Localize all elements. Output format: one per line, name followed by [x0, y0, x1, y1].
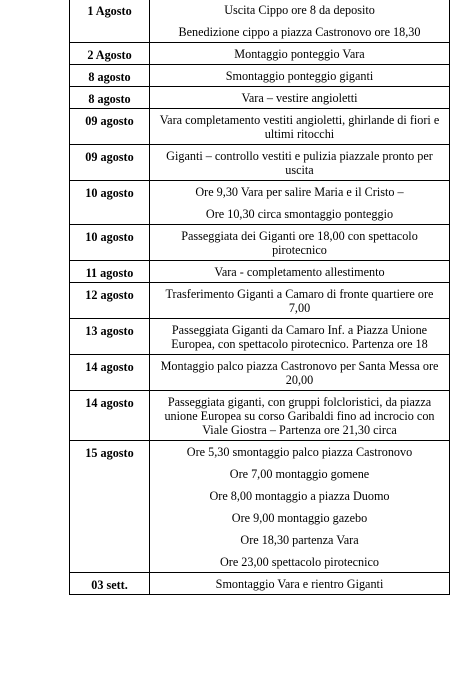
event-line: Benedizione cippo a piazza Castronovo ore 18,30	[178, 25, 421, 39]
event-line: Trasferimento Giganti a Camaro di fronte quartiere ore 7,00	[165, 287, 434, 315]
event-cell	[150, 65, 450, 87]
date-cell: 8 agosto	[70, 87, 150, 109]
date-cell: 09 agosto	[70, 145, 150, 181]
table-row	[70, 145, 450, 181]
table-row	[70, 573, 450, 595]
event-line: Passeggiata Giganti da Camaro Inf. a Piazza Unione Europea, con spettacolo pirotecnico. Partenza ore 18	[171, 323, 428, 351]
event-cell	[150, 145, 450, 181]
event-line: Smontaggio ponteggio giganti	[225, 69, 374, 83]
event-line: Ore 18,30 partenza Vara	[240, 533, 359, 547]
event-line: Vara completamento vestiti angioletti, ghirlande di fiori e ultimi ritocchi	[159, 113, 440, 141]
date-cell: 10 agosto	[70, 225, 150, 261]
event-line: Ore 10,30 circa smontaggio ponteggio	[205, 207, 394, 221]
event-cell	[150, 225, 450, 261]
event-cell	[150, 573, 450, 595]
table-row	[70, 391, 450, 441]
date-cell: 14 agosto	[70, 391, 150, 441]
date-cell: 10 agosto	[70, 181, 150, 225]
table-row	[70, 87, 450, 109]
event-line: Smontaggio Vara e rientro Giganti	[215, 577, 384, 591]
event-line: Ore 23,00 spettacolo pirotecnico	[219, 555, 380, 569]
event-cell	[150, 0, 450, 43]
event-line: Ore 8,00 montaggio a piazza Duomo	[209, 489, 390, 503]
date-cell: 09 agosto	[70, 109, 150, 145]
event-line: Passeggiata dei Giganti ore 18,00 con spettacolo pirotecnico	[181, 229, 418, 257]
date-cell: 03 sett.	[70, 573, 150, 595]
date-cell: 2 Agosto	[70, 43, 150, 65]
event-cell	[150, 355, 450, 391]
event-line: Giganti – controllo vestiti e pulizia piazzale pronto per uscita	[166, 149, 433, 177]
table-row	[70, 65, 450, 87]
schedule-body	[70, 0, 450, 595]
table-row	[70, 441, 450, 573]
event-cell	[150, 441, 450, 573]
event-cell	[150, 43, 450, 65]
event-cell	[150, 319, 450, 355]
date-cell: 15 agosto	[70, 441, 150, 573]
schedule-table	[69, 0, 450, 595]
table-row	[70, 43, 450, 65]
table-row	[70, 225, 450, 261]
table-row	[70, 355, 450, 391]
event-line: Ore 9,30 Vara per salire Maria e il Cristo –	[195, 185, 404, 199]
event-line: Ore 9,00 montaggio gazebo	[231, 511, 368, 525]
event-cell	[150, 109, 450, 145]
table-row	[70, 319, 450, 355]
event-line: Vara - completamento allestimento	[214, 265, 385, 279]
event-cell	[150, 283, 450, 319]
table-row	[70, 181, 450, 225]
date-cell: 13 agosto	[70, 319, 150, 355]
table-row	[70, 283, 450, 319]
event-line: Passeggiata giganti, con gruppi folcloristici, da piazza unione Europea su corso Garibaldi fino ad incrocio con Viale Giostra – Partenza ore 21,30 circa	[164, 395, 435, 437]
table-row	[70, 0, 450, 43]
date-cell: 14 agosto	[70, 355, 150, 391]
date-cell: 11 agosto	[70, 261, 150, 283]
event-line: Ore 7,00 montaggio gomene	[229, 467, 370, 481]
date-cell: 1 Agosto	[70, 0, 150, 43]
event-line: Ore 5,30 smontaggio palco piazza Castronovo	[186, 445, 413, 459]
date-cell: 8 agosto	[70, 65, 150, 87]
event-line: Montaggio palco piazza Castronovo per Santa Messa ore 20,00	[160, 359, 439, 387]
event-line: Uscita Cippo ore 8 da deposito	[224, 3, 375, 17]
event-cell	[150, 261, 450, 283]
event-cell	[150, 181, 450, 225]
table-row	[70, 109, 450, 145]
table-row	[70, 261, 450, 283]
event-cell	[150, 87, 450, 109]
event-cell	[150, 391, 450, 441]
event-line: Vara – vestire angioletti	[241, 91, 358, 105]
event-line: Montaggio ponteggio Vara	[234, 47, 365, 61]
date-cell: 12 agosto	[70, 283, 150, 319]
